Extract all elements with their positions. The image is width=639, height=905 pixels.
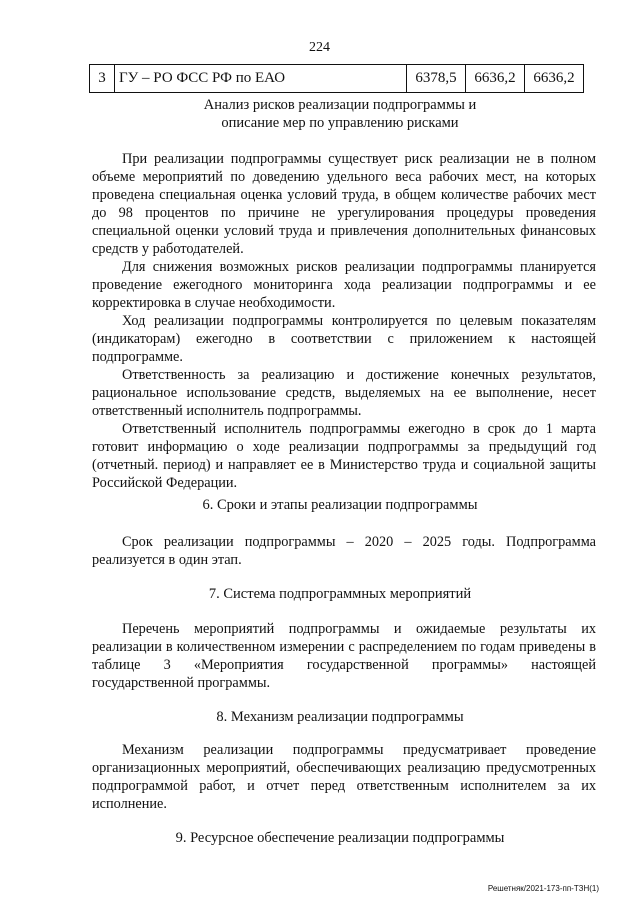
risk-analysis-heading [80, 96, 600, 132]
funding-table [89, 64, 584, 93]
section-6-paragraph: Срок реализации подпрограммы – 2020 – 2025 годы. Подпрограмма реализуется в один этап. [92, 534, 596, 568]
value-cell-2: 6636,2 [466, 65, 525, 93]
organization-name-cell: ГУ – РО ФСС РФ по ЕАО [115, 65, 407, 93]
risk-paragraph-4: Ответственность за реализацию и достижение конечных результатов, рациональное использование средств, выделяемых на ее выполнение, несет ответственный исполнитель подпрограммы. [92, 367, 596, 419]
risk-paragraph-2: Для снижения возможных рисков реализации подпрограммы планируется проведение ежегодного мониторинга хода реализации подпрограммы и ее корректировка в случае необходимости. [92, 259, 596, 311]
risk-paragraph-5: Ответственный исполнитель подпрограммы ежегодно в срок до 1 марта готовит информацию о ходе реализации подпрограммы за предыдущий год (отчетный. период) и направляет ее в Министерство труда и социальной защиты Российской Федерации. [92, 421, 596, 491]
value-cell-3: 6636,2 [525, 65, 584, 93]
row-number-cell: 3 [90, 65, 115, 93]
risk-heading-line-2: описание мер по управлению рисками [221, 115, 459, 131]
risk-heading-line-1: Анализ рисков реализации подпрограммы и [203, 97, 477, 113]
section-9-heading: 9. Ресурсное обеспечение реализации подпрограммы [175, 830, 505, 846]
document-footer-reference: Решетняк/2021-173-пп-ТЗН(1) [487, 884, 599, 893]
section-8-paragraph: Механизм реализации подпрограммы предусматривает проведение организационных мероприятий, обеспечивающих реализацию предусмотренных подпрограммой работ, и отчет перед ответственным исполнителем за их исполнение. [92, 742, 596, 812]
section-7-heading: 7. Система подпрограммных мероприятий [208, 586, 472, 602]
section-8-heading: 8. Механизм реализации подпрограммы [216, 709, 464, 725]
page-number: 224 [309, 40, 330, 55]
table-row [90, 65, 584, 93]
risk-paragraph-1: При реализации подпрограммы существует риск реализации не в полном объеме мероприятий по доведению удельного веса рабочих мест, на которых проведена специальная оценка условий труда, в общем количестве рабочих мест до 98 процентов по причине не урегулирования процедуры проведения специальной оценки условий труда и привлечения дополнительных финансовых средств у работодателей. [92, 151, 596, 257]
section-7-paragraph: Перечень мероприятий подпрограммы и ожидаемые результаты их реализации в количественном измерении с распределением по годам приведены в таблице 3 «Мероприятия государственной программы» настоящей государственной программы. [92, 621, 596, 691]
value-cell-1: 6378,5 [407, 65, 466, 93]
section-6-heading: 6. Сроки и этапы реализации подпрограммы [202, 497, 478, 513]
risk-paragraph-3: Ход реализации подпрограммы контролируется по целевым показателям (индикаторам) ежегодно в соответствии с приложением к настоящей подпрограмме. [92, 313, 596, 365]
